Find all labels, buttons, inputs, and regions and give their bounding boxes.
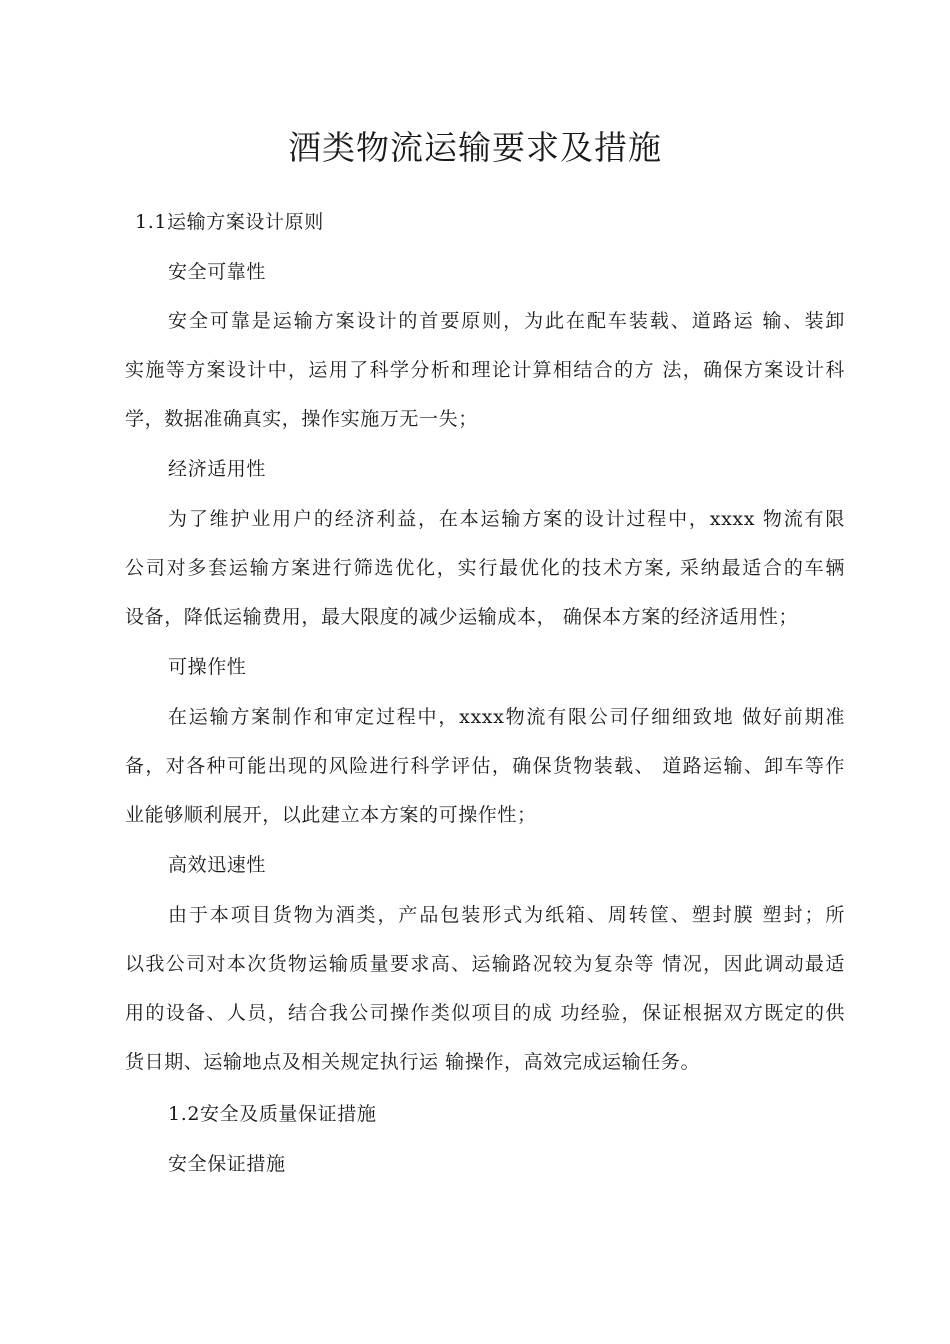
paragraph-line: 货日期、运输地点及相关规定执行运 输操作，高效完成运输任务。 bbox=[125, 1051, 701, 1073]
paragraph-line: 设备，降低运输费用，最大限度的减少运输成本， 确保本方案的经济适用性； bbox=[125, 606, 799, 628]
subheading-efficient: 高效迅速性 bbox=[168, 854, 267, 876]
section-heading-1-1: 1.1运输方案设计原则 bbox=[135, 211, 324, 233]
subheading-safe-reliable: 安全可靠性 bbox=[168, 261, 267, 283]
subheading-economic: 经济适用性 bbox=[168, 458, 267, 480]
paragraph-line: 安全可靠是运输方案设计的首要原则，为此在配车装载、道路运 输、装卸 bbox=[168, 310, 845, 332]
paragraph-line: 用的设备、人员，结合我公司操作类似项目的成 功经验，保证根据双方既定的供 bbox=[125, 1002, 845, 1024]
subheading-operable: 可操作性 bbox=[168, 656, 247, 678]
paragraph-line: 公司对多套运输方案进行筛选优化，实行最优化的技术方案, 采纳最适合的车辆 bbox=[125, 557, 845, 579]
paragraph-line: 以我公司对本次货物运输质量要求高、运输路况较为复杂等 情况，因此调动最适 bbox=[125, 953, 845, 975]
paragraph-line: 由于本项目货物为酒类，产品包装形式为纸箱、周转筐、塑封膜 塑封；所 bbox=[168, 904, 845, 926]
paragraph-line: 为了维护业用户的经济利益，在本运输方案的设计过程中，xxxx 物流有限 bbox=[168, 508, 845, 530]
paragraph-line: 实施等方案设计中，运用了科学分析和理论计算相结合的方 法，确保方案设计科 bbox=[125, 359, 845, 381]
paragraph-line: 业能够顺利展开，以此建立本方案的可操作性； bbox=[125, 804, 537, 826]
paragraph-line: 学，数据准确真实，操作实施万无一失； bbox=[125, 408, 478, 430]
paragraph-line: 备，对各种可能出现的风险进行科学评估，确保货物装载、 道路运输、卸车等作 bbox=[125, 755, 845, 777]
subheading-safety-measures: 安全保证措施 bbox=[168, 1153, 286, 1175]
section-heading-1-2: 1.2安全及质量保证措施 bbox=[168, 1103, 377, 1125]
document-title: 酒类物流运输要求及措施 bbox=[288, 128, 662, 167]
paragraph-line: 在运输方案制作和审定过程中，xxxx物流有限公司仔细细致地 做好前期准 bbox=[168, 706, 845, 728]
